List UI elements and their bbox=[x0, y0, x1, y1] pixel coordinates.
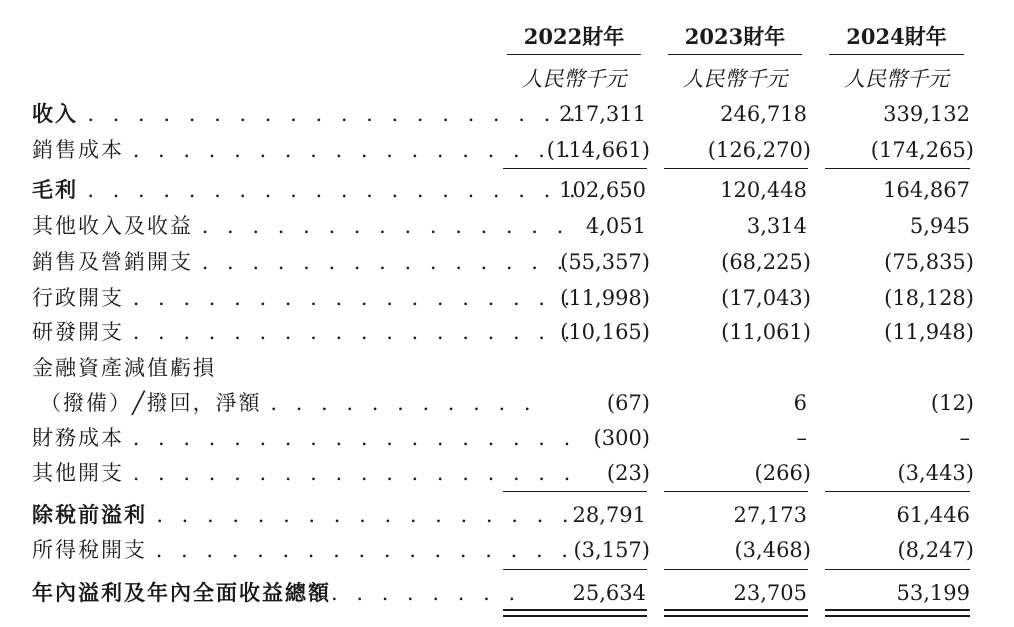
row-impairment-heading bbox=[0, 350, 1014, 386]
total-double-rule-2022 bbox=[503, 609, 647, 617]
value-2023: 23,705 bbox=[733, 581, 807, 605]
value-2022: (10,165) bbox=[560, 320, 650, 344]
value-2023: (17,043) bbox=[721, 286, 811, 310]
row-profit-before-tax bbox=[0, 497, 1014, 533]
subtotal-rule-2023 bbox=[664, 491, 808, 492]
row-impairment-net bbox=[0, 385, 1014, 421]
row-label: 所得稅開支 . . . . . . . . . . . . . . . . . bbox=[32, 538, 574, 562]
total-double-rule-2023 bbox=[664, 609, 808, 617]
row-label: 財務成本 . . . . . . . . . . . . . . . . . . bbox=[32, 426, 577, 450]
value-2022: 217,311 bbox=[559, 102, 646, 126]
row-other-income bbox=[0, 208, 1014, 244]
value-2022: (23) bbox=[606, 461, 650, 485]
row-selling-marketing bbox=[0, 244, 1014, 280]
row-label: 銷售成本 . . . . . . . . . . . . . . . . . . bbox=[32, 138, 577, 162]
value-2022: (55,357) bbox=[560, 250, 650, 274]
value-2023: (3,468) bbox=[734, 538, 811, 562]
subtotal-rule-2022 bbox=[503, 491, 647, 492]
subtotal-rule-2024 bbox=[825, 491, 970, 492]
value-2024: 164,867 bbox=[883, 178, 970, 202]
value-2022: (300) bbox=[593, 426, 650, 450]
value-2023: 3,314 bbox=[746, 214, 807, 238]
row-administrative bbox=[0, 280, 1014, 316]
row-label: 除稅前溢利 . . . . . . . . . . . . . . . . . bbox=[32, 502, 575, 527]
value-2022: 28,791 bbox=[572, 503, 646, 527]
subtotal-rule-2023 bbox=[664, 168, 808, 169]
value-2022: (67) bbox=[606, 391, 650, 415]
value-2024: 339,132 bbox=[883, 102, 970, 126]
value-2024: (8,247) bbox=[897, 538, 974, 562]
row-label: 銷售及營銷開支 . . . . . . . . . . . . . . . bbox=[32, 250, 570, 274]
column-unit-2022: 人民幣千元 bbox=[521, 67, 627, 91]
row-label: 收入 . . . . . . . . . . . . . . . . . . . . bbox=[32, 101, 582, 126]
value-2022: 102,650 bbox=[559, 178, 646, 202]
column-unit-2024: 人民幣千元 bbox=[844, 67, 949, 91]
value-2023: (266) bbox=[754, 461, 811, 485]
value-2024: (75,835) bbox=[884, 250, 974, 274]
value-2023: 6 bbox=[793, 391, 807, 415]
subtotal-rule-2022 bbox=[503, 168, 647, 169]
row-label: 行政開支 . . . . . . . . . . . . . . . . . . bbox=[32, 286, 577, 310]
column-header-2022: 2022財年 bbox=[507, 22, 641, 55]
subtotal-rule-2024 bbox=[825, 168, 970, 169]
value-2023: 246,718 bbox=[720, 102, 807, 126]
value-2022: 4,051 bbox=[585, 214, 646, 238]
row-label: 其他收入及收益 . . . . . . . . . . . . . . . bbox=[32, 214, 570, 238]
column-header-2024: 2024財年 bbox=[829, 22, 964, 55]
subtotal-rule-2024 bbox=[825, 569, 970, 570]
row-label: 金融資產減值虧損 bbox=[32, 356, 216, 380]
value-2024: (11,948) bbox=[884, 320, 974, 344]
total-double-rule-2024 bbox=[825, 609, 970, 617]
value-2024: 53,199 bbox=[896, 581, 970, 605]
value-2023: 27,173 bbox=[733, 503, 807, 527]
value-2024: 61,446 bbox=[896, 503, 970, 527]
row-label: 年內溢利及年內全面收益總額. . . . . . . . bbox=[32, 580, 522, 605]
row-label: 研發開支 . . . . . . . . . . . . . . . . . . bbox=[32, 320, 577, 344]
value-2023: (11,061) bbox=[721, 320, 811, 344]
row-other-expenses bbox=[0, 455, 1014, 491]
row-revenue bbox=[0, 96, 1014, 132]
row-total-comprehensive-income bbox=[0, 575, 1014, 611]
value-2023: – bbox=[796, 426, 807, 450]
row-research-development bbox=[0, 314, 1014, 350]
value-2023: (126,270) bbox=[707, 138, 811, 162]
value-2024: (174,265) bbox=[870, 138, 974, 162]
subtotal-rule-2023 bbox=[664, 569, 808, 570]
value-2024: – bbox=[959, 426, 970, 450]
row-cost-of-sales bbox=[0, 132, 1014, 168]
value-2022: (114,661) bbox=[546, 138, 650, 162]
row-label: （撥備）╱撥回，淨額 . . . . . . . . . . . bbox=[40, 391, 537, 415]
value-2022: 25,634 bbox=[572, 581, 646, 605]
value-2024: (18,128) bbox=[884, 286, 974, 310]
value-2023: 120,448 bbox=[720, 178, 807, 202]
value-2024: (12) bbox=[930, 391, 974, 415]
value-2024: 5,945 bbox=[909, 214, 970, 238]
column-unit-2023: 人民幣千元 bbox=[682, 67, 788, 91]
column-header-2023: 2023財年 bbox=[668, 22, 802, 55]
row-income-tax bbox=[0, 532, 1014, 568]
value-2022: (3,157) bbox=[573, 538, 650, 562]
value-2023: (68,225) bbox=[721, 250, 811, 274]
value-2024: (3,443) bbox=[897, 461, 974, 485]
value-2022: (11,998) bbox=[560, 286, 650, 310]
subtotal-rule-2022 bbox=[503, 569, 647, 570]
row-gross-profit bbox=[0, 172, 1014, 208]
row-label: 其他開支 . . . . . . . . . . . . . . . . . . bbox=[32, 461, 577, 485]
row-label: 毛利 . . . . . . . . . . . . . . . . . . . . bbox=[32, 177, 582, 202]
row-finance-costs bbox=[0, 420, 1014, 456]
